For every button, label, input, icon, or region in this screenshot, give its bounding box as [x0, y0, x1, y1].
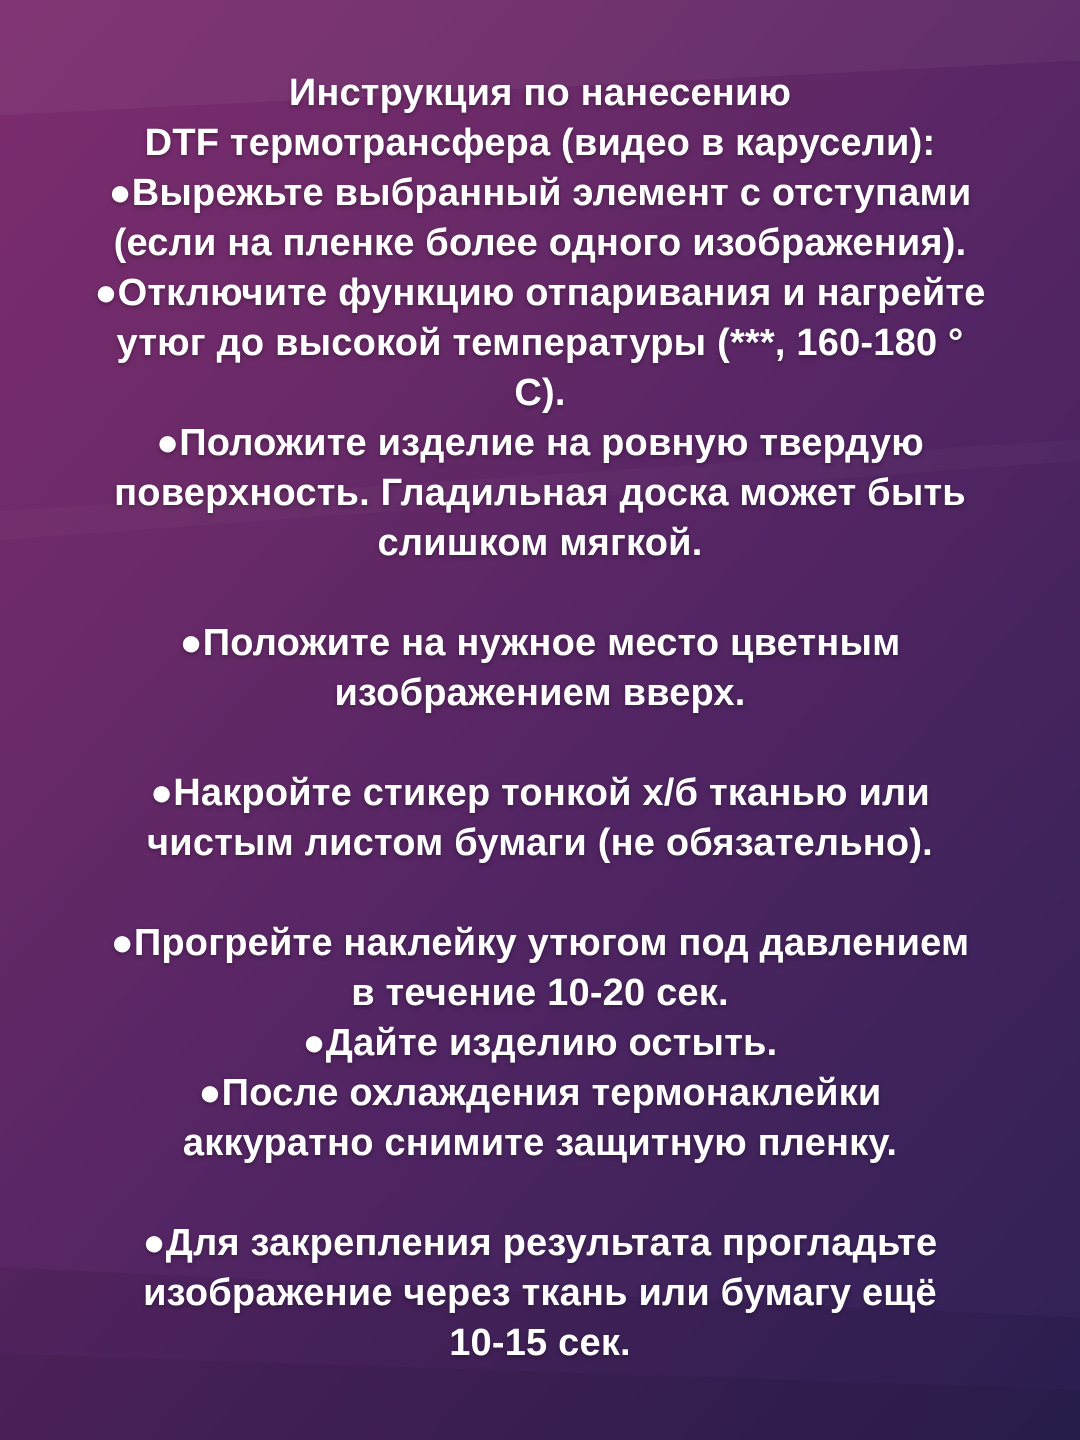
text-line: чистым листом бумаги (не обязательно). — [147, 822, 933, 864]
text-line: утюг до высокой температуры (***, 160-180 ° — [116, 322, 964, 364]
blank-line — [0, 868, 1080, 918]
text-line: в течение 10-20 сек. — [351, 972, 729, 1014]
text-line: поверхность. Гладильная доска может быть — [114, 472, 966, 514]
text-line: (если на пленке более одного изображения). — [113, 222, 967, 264]
text-line: ●Отключите функцию отпаривания и нагрейте — [94, 272, 986, 314]
blank-line — [0, 568, 1080, 618]
text-line: аккуратно снимите защитную пленку. — [182, 1122, 898, 1164]
text-line: С). — [514, 372, 566, 414]
text-line: DTF термотрансфера (видео в карусели): — [144, 122, 936, 164]
text-line: ●Накройте стикер тонкой х/б тканью или — [150, 772, 930, 814]
text-line: ●Положите на нужное место цветным — [179, 622, 901, 664]
text-line: Инструкция по нанесению — [288, 72, 792, 114]
text-line: слишком мягкой. — [377, 522, 703, 564]
text-line: ●Дайте изделию остыть. — [302, 1022, 778, 1064]
text-line: ●Вырежьте выбранный элемент с отступами — [108, 172, 972, 214]
text-line: 10-15 сек. — [449, 1322, 631, 1364]
text-line: ●Положите изделие на ровную твердую — [156, 422, 924, 464]
text-line: изображение через ткань или бумагу ещё — [143, 1272, 937, 1314]
blank-line — [0, 1168, 1080, 1218]
text-line: ●После охлаждения термонаклейки — [198, 1072, 882, 1114]
blank-line — [0, 718, 1080, 768]
text-line: ●Прогрейте наклейку утюгом под давлением — [110, 922, 970, 964]
text-line: изображением вверх. — [334, 672, 746, 714]
text-line: ●Для закрепления результата прогладьте — [142, 1222, 938, 1264]
